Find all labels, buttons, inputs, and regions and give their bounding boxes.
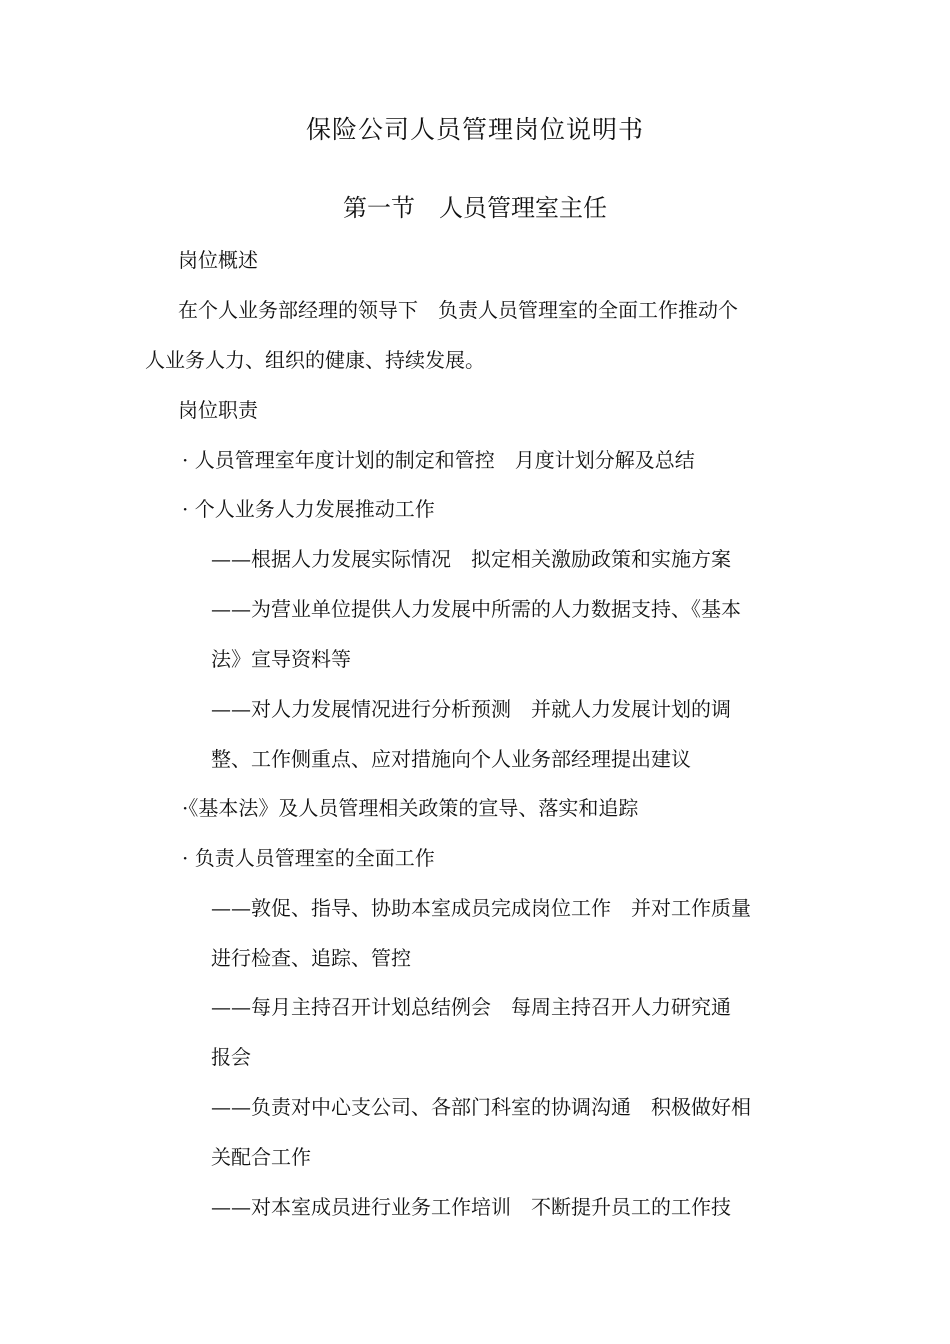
duty-bullet: ·《基本法》及人员管理相关政策的宣导、落实和追踪 — [182, 796, 639, 820]
duty-bullet: · 个人业务人力发展推动工作 — [182, 497, 435, 521]
duty-subitem-continuation: 整、工作侧重点、应对措施向个人业务部经理提出建议 — [211, 747, 691, 771]
duty-subitem: ——对本室成员进行业务工作培训 不断提升员工的工作技 — [211, 1195, 731, 1219]
section-title: 第一节 人员管理室主任 — [343, 194, 607, 222]
duty-subitem: ——根据人力发展实际情况 拟定相关激励政策和实施方案 — [211, 547, 731, 571]
duty-bullet: · 人员管理室年度计划的制定和管控 月度计划分解及总结 — [182, 448, 695, 472]
document-title: 保险公司人员管理岗位说明书 — [305, 115, 644, 144]
duty-subitem-continuation: 法》宣导资料等 — [211, 647, 351, 671]
duty-subitem: ——敦促、指导、协助本室成员完成岗位工作 并对工作质量 — [211, 896, 751, 920]
duty-subitem: ——每月主持召开计划总结例会 每周主持召开人力研究通 — [211, 995, 731, 1019]
duty-subitem: ——负责对中心支公司、各部门科室的协调沟通 积极做好相 — [211, 1095, 751, 1119]
duty-subitem-continuation: 关配合工作 — [211, 1145, 311, 1169]
duty-subitem: ——为营业单位提供人力发展中所需的人力数据支持、《基本 — [211, 597, 741, 621]
duties-heading: 岗位职责 — [178, 398, 258, 422]
overview-heading: 岗位概述 — [178, 248, 258, 272]
overview-paragraph-line: 在个人业务部经理的领导下 负责人员管理室的全面工作推动个 — [178, 298, 738, 322]
duty-subitem-continuation: 进行检查、追踪、管控 — [211, 946, 411, 970]
duty-subitem-continuation: 报会 — [211, 1045, 251, 1069]
duty-subitem: ——对人力发展情况进行分析预测 并就人力发展计划的调 — [211, 697, 731, 721]
duty-bullet: · 负责人员管理室的全面工作 — [182, 846, 435, 870]
overview-paragraph-line: 人业务人力、组织的健康、持续发展。 — [145, 348, 485, 372]
